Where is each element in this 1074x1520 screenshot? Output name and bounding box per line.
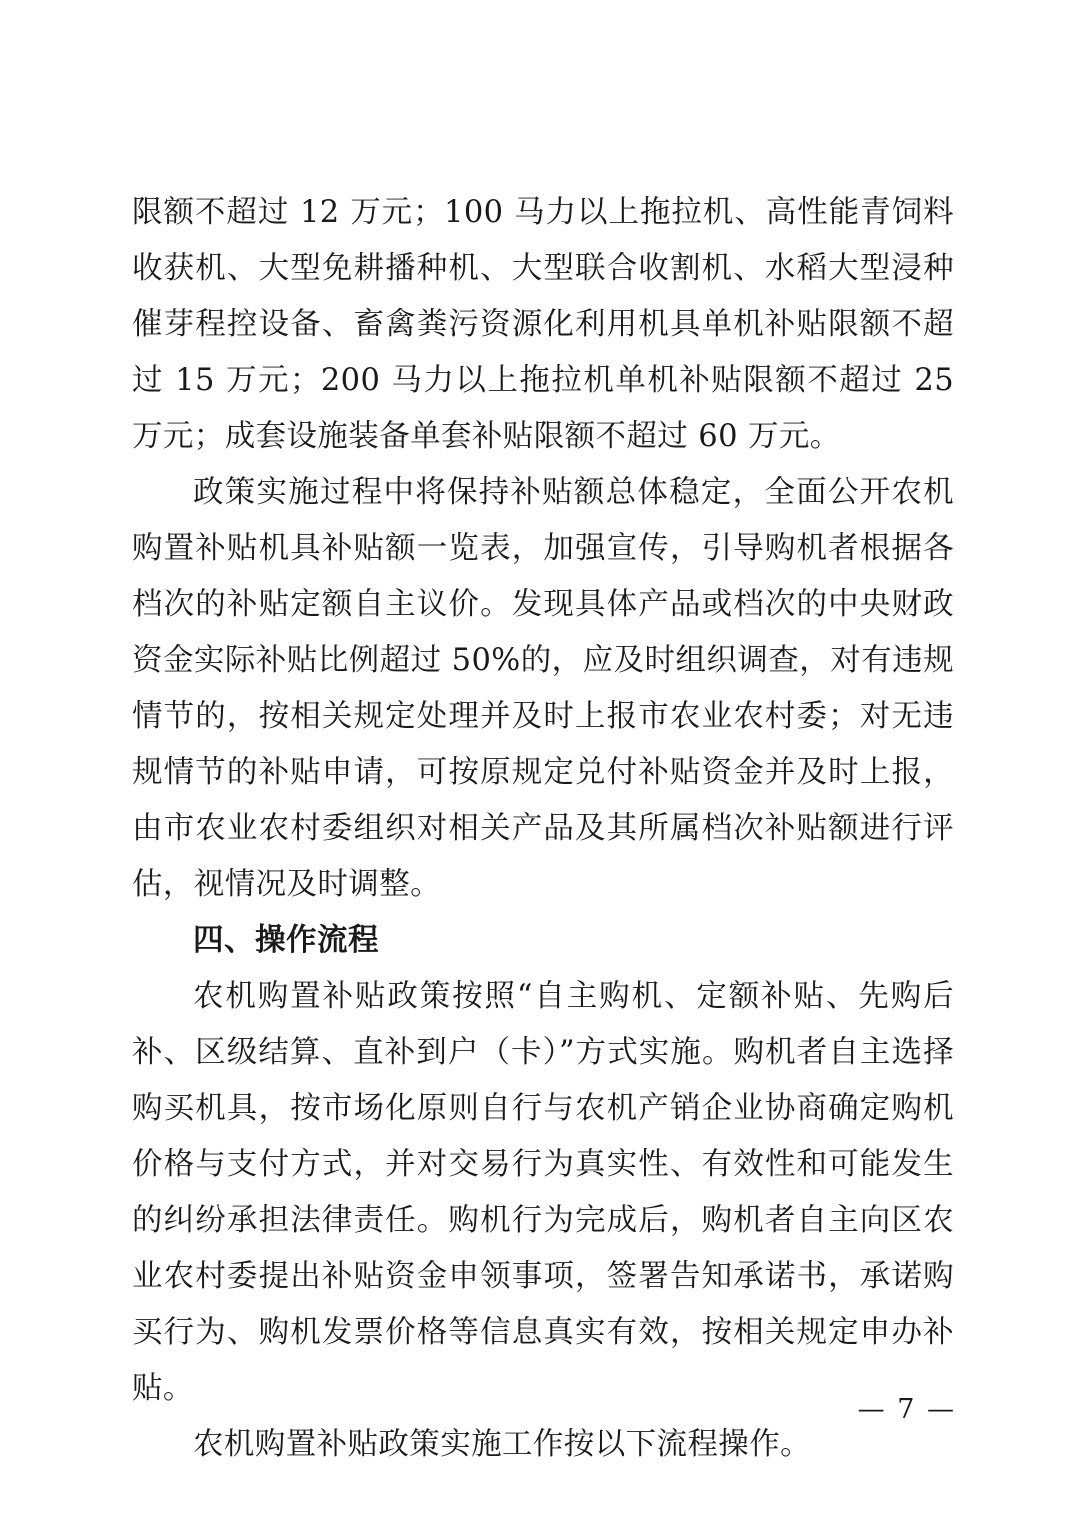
section-heading-operation-process: 四、操作流程 xyxy=(193,923,379,958)
paragraph-subsidy-limits: 限额不超过 12 万元；100 马力以上拖拉机、高性能青饲料收获机、大型免耕播种机、大型联合收割机、水稻大型浸种催芽程控设备、畜禽粪污资源化利用机具单机补贴限额不超过 15 万元；200 马力以上拖拉机单机补贴限额不超过 25 万元；成套设施装备单套补贴限额不超过 60 万元。 xyxy=(132,195,954,454)
paragraph-purchase-procedure: 农机购置补贴政策按照“自主购机、定额补贴、先购后补、区级结算、直补到户（卡）”方式实施。购机者自主选择购买机具，按市场化原则自行与农机产销企业协商确定购机价格与支付方式，并对交易行为真实性、有效性和可能发生的纠纷承担法律责任。购机行为完成后，购机者自主向区农业农村委提出补贴资金申领事项，签署告知承诺书，承诺购买行为、购机发票价格等信息真实有效，按相关规定申办补贴。 xyxy=(132,979,954,1406)
document-body xyxy=(132,185,954,1473)
paragraph-policy-stability: 政策实施过程中将保持补贴额总体稳定，全面公开农机购置补贴机具补贴额一览表，加强宣传，引导购机者根据各档次的补贴定额自主议价。发现具体产品或档次的中央财政资金实际补贴比例超过 50%的，应及时组织调查，对有违规情节的，按相关规定处理并及时上报市农业农村委；对无违规情节的补贴申请，可按原规定兑付补贴资金并及时上报，由市农业农村委组织对相关产品及其所属档次补贴额进行评估，视情况及时调整。 xyxy=(132,475,954,902)
page-number: — 7 — xyxy=(857,1394,956,1425)
paragraph-process-intro: 农机购置补贴政策实施工作按以下流程操作。 xyxy=(193,1427,811,1462)
